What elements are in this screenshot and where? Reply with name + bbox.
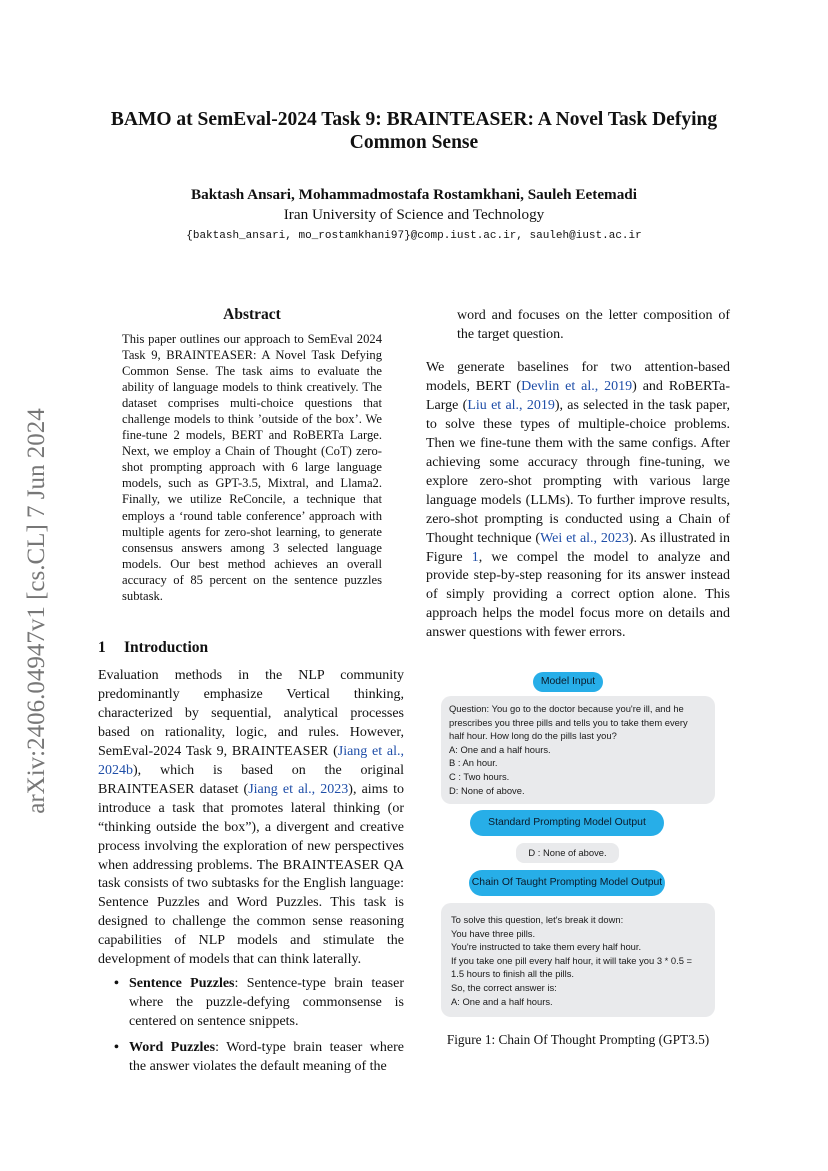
arxiv-identifier [22,376,52,846]
para-text-part: , we compel the model to analyze and provide step-by-step reasoning for its answer instead of simply providing a correct option alone. This approach helps the model focus more on details and answer questions with fewer errors. [426,549,730,641]
section-number: 1 [98,639,106,656]
cot-line: To solve this question, let's break it down: [451,914,624,925]
para-text-part: We generate baselines for two attention-based models, BERT ( [426,360,730,394]
abstract-text: This paper outlines our approach to SemEval 2024 Task 9, BRAINTEASER: A Novel Task Defying Common Sense. The task aims to evaluate the ability of language models to think creatively. The dataset comprises multi-choice questions that challenge models to think ’outside of the box’. We fine-tune 2 models, BERT and RoBERTa Large. Next, we employ a Chain of Thought (CoT) zero-shot prompting approach with 6 large language models, such as GPT-3.5, Mixtral, and Llama2. Finally, we utilize ReConcile, a technique that employs a ‘round table conference’ approach with multiple agents for zero-shot learning, to generate consensus answers among 3 selected language models. Our best method achieves an overall accuracy of 85 percent on the sentence puzzles subtask. [122,332,382,603]
bullet-continuation: word and focuses on the letter composition of the target question. [457,308,730,342]
cot-line: If you take one pill every half hour, it will take you 3 * 0.5 = [451,954,693,966]
para-text-part: ). As illustrated in Figure [426,530,731,565]
model-input-label: Model Input [533,672,603,692]
list-item-term: Sentence Puzzles [129,976,235,991]
list-item-text: : Word-type brain teaser where the answer violates the default meaning of the [129,1039,405,1074]
cot-line: 1.5 hours to finish all the pills. [451,968,574,980]
cot-prompting-label: Chain Of Taught Prompting Model Output [469,870,665,896]
author-list: Baktash Ansari, Mohammadmostafa Rostamkhani, Sauleh Eetemadi [191,186,637,203]
list-item-text: : Sentence-type brain teaser where the puzzle-defying commonsense is centered on sentence snippets. [129,976,404,1029]
citation-link-devlin[interactable]: Devlin et al., 2019 [521,378,633,394]
intro-text-part: ), which is based on the original BRAINTEASER dataset ( [98,762,404,797]
standard-answer-box: D : None of above. [516,843,619,863]
author-emails: {baktash_ansari, mo_rostamkhani97}@comp.iust.ac.ir, sauleh@iust.ac.ir [186,230,642,242]
para-text-part: ) and RoBERTa-Large ( [426,378,730,413]
bullet-icon: • [114,1039,119,1055]
list-item [112,975,404,1032]
cot-output-box [441,903,715,1017]
question-line: Question: You go to the doctor because you're ill, and he [449,703,684,714]
intro-paragraph [98,667,404,970]
para-text-part: ), as selected in the task paper, to solve these types of multiple-choice problems. Then we fine-tune them with the same configs. After achieving some accuracy through fine-tuning, we explore zero-shot prompting with various large language models (LLMs). To further improve results, zero-shot prompting is conducted using a Chain of Thought technique ( [426,397,731,546]
question-box [441,696,715,804]
standard-prompting-label: Standard Prompting Model Output [470,810,664,836]
paper-title: BAMO at SemEval-2024 Task 9: BRAINTEASER: A Novel Task Defying Common Sense [110,109,718,153]
affiliation: Iran University of Science and Technology [283,206,545,223]
list-item [112,1039,404,1077]
cot-line: A: One and a half hours. [451,995,553,1007]
question-line: A: One and a half hours. [449,743,551,755]
baseline-paragraph [426,359,730,643]
bullet-icon: • [114,976,119,991]
figure-caption: Figure 1: Chain Of Thought Prompting (GPT3.5) [446,1032,710,1047]
cot-line: So, the correct answer is: [451,981,557,993]
cot-line: You're instructed to take them every half hour. [451,941,642,953]
abstract-heading: Abstract [223,306,281,323]
citation-link-wei[interactable]: Wei et al., 2023 [540,530,629,546]
intro-text-part: ), aims to introduce a task that promotes lateral thinking (or “thinking outside the box”), a divergent and creative process involving the exploration of new perspectives when addressing problems. The BRAINTEASER QA task consists of two subtasks for the English language: Sentence Puzzles and Word Puzzles. This task is designed to challenge the common sense reasoning capabilities of NLP models and stimulate the development of models that can think laterally. [98,781,405,968]
cot-line: You have three pills. [451,927,536,939]
question-line: B : An hour. [449,757,498,769]
question-line: half hour. How long do the pills last you? [449,730,617,742]
section-heading-introduction [98,639,404,657]
citation-link-jiang-2023[interactable]: Jiang et al., 2023 [248,781,349,797]
question-line: prescribes you three pills and tells you to take them every [449,716,688,728]
citation-link-jiang-2024b[interactable]: Jiang et al., 2024b [98,743,404,778]
question-line: D: None of above. [449,784,525,796]
section-title: Introduction [124,639,209,656]
arxiv-identifier-text: arXiv:2406.04947v1 [cs.CL] 7 Jun 2024 [23,408,50,814]
list-item-term: Word Puzzles [129,1039,216,1055]
figure-reference-link[interactable]: 1 [471,549,479,565]
intro-text-part: Evaluation methods in the NLP community predominantly emphasize Vertical thinking, characterized by sequential, analytical processes based on rationality, logic, and rules. However, SemEval-2024 Task 9, BRAINTEASER ( [98,668,404,759]
citation-link-liu[interactable]: Liu et al., 2019 [467,397,555,413]
subtask-list [112,975,404,1084]
question-line: C : Two hours. [449,770,510,782]
